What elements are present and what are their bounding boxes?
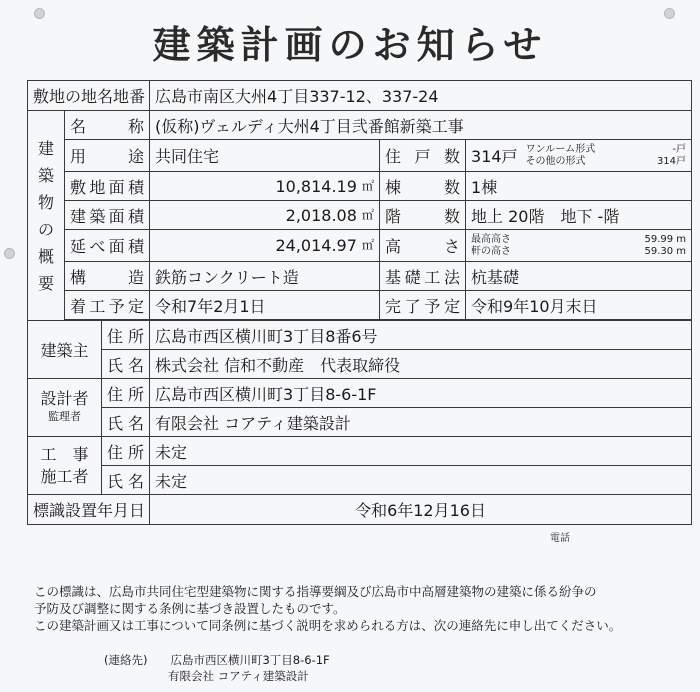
buildings-count-value: 1棟 bbox=[466, 172, 692, 201]
structure-label: 構 造 bbox=[65, 262, 150, 291]
completion-value: 令和9年10月末日 bbox=[466, 291, 692, 320]
contractor-address: 未定 bbox=[150, 437, 692, 466]
use-label: 用 途 bbox=[65, 140, 150, 172]
contractor-name-label: 氏名 bbox=[102, 466, 150, 495]
phone-label: 電話 bbox=[550, 533, 570, 544]
building-group-label: 建 築 物 の 概 要 bbox=[28, 111, 65, 321]
site-area-value: 10,814.19 ㎡ bbox=[150, 172, 380, 201]
building-area-value: 2,018.08 ㎡ bbox=[150, 201, 380, 230]
owner-address: 広島市西区横川町3丁目8番6号 bbox=[150, 321, 692, 350]
floor-area-label: 延べ面積 bbox=[65, 230, 150, 262]
notice-text: この標識は、広島市共同住宅型建築物に関する指導要綱及び広島市中高層建築物の建築に係る紛争の 予防及び調整に関する条例に基づき設置したものです。 この建築計画又は工事について同条例に基づく説明を求められる方は、次の連絡先に申し出てください。 bbox=[34, 584, 622, 633]
designer-address-label: 住所 bbox=[102, 379, 150, 408]
buildings-count-label: 棟 数 bbox=[380, 172, 466, 201]
foundation-label: 基礎工法 bbox=[380, 262, 466, 291]
screw-icon bbox=[4, 248, 15, 259]
contractor-name: 未定 bbox=[150, 466, 692, 495]
height-label: 高 さ bbox=[380, 230, 466, 262]
height-cell: 最高高さ 59.99 m 軒の高さ 59.30 m bbox=[466, 230, 692, 262]
floors-value: 地上 20階 地下 -階 bbox=[466, 201, 692, 230]
site-value: 広島市南区大州4丁目337-12、337-24 bbox=[150, 81, 692, 111]
contractor-address-label: 住所 bbox=[102, 437, 150, 466]
units-cell: 314戸 ワンルーム形式 -戸 その他の形式 314戸 bbox=[466, 140, 692, 172]
page-title: 建築計画のお知らせ bbox=[152, 23, 548, 67]
site-area-label: 敷地面積 bbox=[65, 172, 150, 201]
designer-name: 有限会社 コアティ建築設計 bbox=[150, 408, 692, 437]
structure-value: 鉄筋コンクリート造 bbox=[150, 262, 380, 291]
sign-date-label: 標識設置年月日 bbox=[28, 495, 150, 525]
contact-block bbox=[104, 652, 330, 684]
designer-address: 広島市西区横川町3丁目8-6-1F bbox=[150, 379, 692, 408]
contractor-label-cell bbox=[28, 437, 102, 495]
designer-label-cell bbox=[28, 379, 102, 437]
site-label: 敷地の地名地番 bbox=[28, 81, 150, 111]
info-table bbox=[27, 80, 692, 525]
contact-company: 有限会社 コアティ建築設計 bbox=[168, 669, 309, 683]
owner-label: 建築主 bbox=[28, 321, 102, 379]
owner-address-label: 住所 bbox=[102, 321, 150, 350]
building-area-label: 建築面積 bbox=[65, 201, 150, 230]
units-value: 314戸 bbox=[471, 147, 518, 166]
owner-name-label: 氏名 bbox=[102, 350, 150, 379]
designer-name-label: 氏名 bbox=[102, 408, 150, 437]
designer-label: 設計者 bbox=[40, 388, 89, 408]
sign-date-value: 令和6年12月16日 bbox=[150, 495, 692, 525]
supervisor-label: 監理者 bbox=[48, 409, 81, 423]
contractor-label-1: 工 事 bbox=[40, 444, 89, 464]
start-label: 着工予定 bbox=[65, 291, 150, 320]
name-value: (仮称)ヴェルディ大州4丁目弐番館新築工事 bbox=[150, 111, 692, 140]
use-value: 共同住宅 bbox=[150, 140, 380, 172]
name-label: 名 称 bbox=[65, 111, 150, 140]
floor-area-value: 24,014.97 ㎡ bbox=[150, 230, 380, 262]
contractor-label-2: 施工者 bbox=[40, 466, 89, 486]
contact-label: (連絡先) bbox=[104, 653, 148, 667]
units-label: 住戸数 bbox=[380, 140, 466, 172]
start-value: 令和7年2月1日 bbox=[150, 291, 380, 320]
contact-address: 広島市西区横川町3丁目8-6-1F bbox=[170, 653, 330, 667]
completion-label: 完了予定 bbox=[380, 291, 466, 320]
floors-label: 階 数 bbox=[380, 201, 466, 230]
foundation-value: 杭基礎 bbox=[466, 262, 692, 291]
owner-name: 株式会社 信和不動産 代表取締役 bbox=[150, 350, 692, 379]
